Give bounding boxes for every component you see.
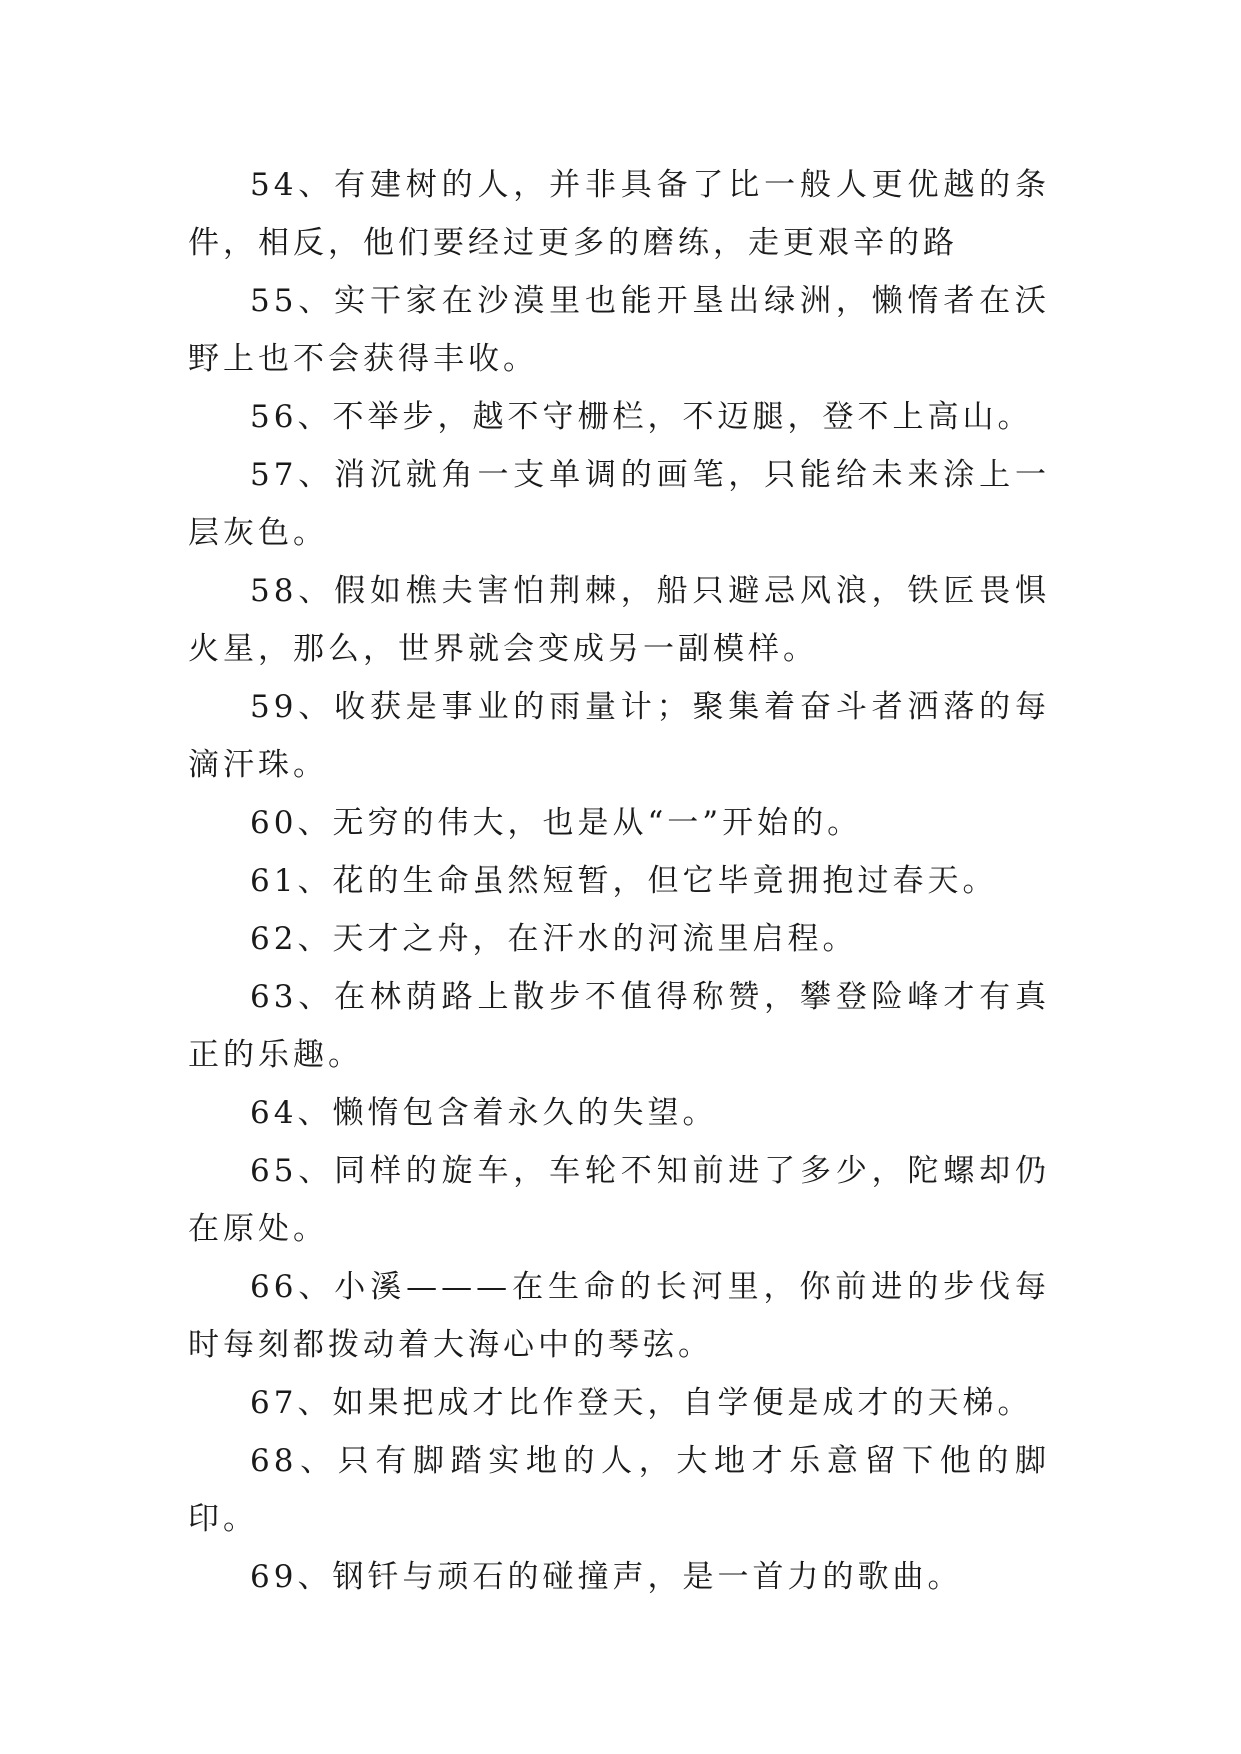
paragraph-65: 65、同样的旋车，车轮不知前进了多少，陀螺却仍在原处。 xyxy=(188,1153,1050,1247)
paragraph-63: 63、在林荫路上散步不值得称赞，攀登险峰才有真正的乐趣。 xyxy=(188,979,1050,1073)
paragraph-64: 64、懒惰包含着永久的失望。 xyxy=(250,1095,718,1131)
paragraph-60: 60、无穷的伟大，也是从“一”开始的。 xyxy=(250,805,863,841)
paragraph-57: 57、消沉就角一支单调的画笔，只能给未来涂上一层灰色。 xyxy=(188,457,1050,551)
paragraph-56: 56、不举步，越不守栅栏，不迈腿，登不上高山。 xyxy=(250,399,1033,435)
paragraph-66: 66、小溪———在生命的长河里，你前进的步伐每时每刻都拨动着大海心中的琴弦。 xyxy=(188,1269,1050,1363)
paragraph-58: 58、假如樵夫害怕荆棘，船只避忌风浪，铁匠畏惧火星，那么，世界就会变成另一副模样。 xyxy=(188,573,1050,667)
paragraph-55: 55、实干家在沙漠里也能开垦出绿洲，懒惰者在沃野上也不会获得丰收。 xyxy=(188,283,1050,377)
paragraph-67: 67、如果把成才比作登天，自学便是成才的天梯。 xyxy=(250,1385,1033,1421)
paragraph-68: 68、只有脚踏实地的人，大地才乐意留下他的脚印。 xyxy=(188,1443,1050,1537)
paragraph-69: 69、钢钎与顽石的碰撞声，是一首力的歌曲。 xyxy=(250,1559,963,1595)
paragraph-62: 62、天才之舟，在汗水的河流里启程。 xyxy=(250,921,858,957)
paragraph-54: 54、有建树的人，并非具备了比一般人更优越的条件，相反，他们要经过更多的磨练，走更艰辛的路 xyxy=(188,167,1050,261)
paragraph-59: 59、收获是事业的雨量计；聚集着奋斗者洒落的每滴汗珠。 xyxy=(188,689,1050,783)
paragraph-61: 61、花的生命虽然短暂，但它毕竟拥抱过春天。 xyxy=(250,863,998,899)
document-body xyxy=(188,156,1050,1606)
